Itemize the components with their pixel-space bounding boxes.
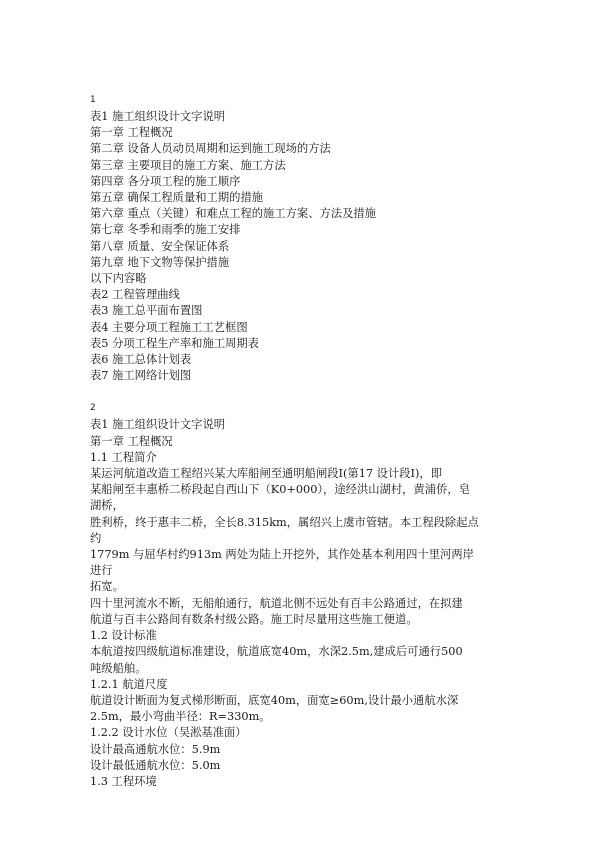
text-line: 第九章 地下文物等保护措施 — [90, 255, 230, 269]
text-line: 设计最高通航水位：5.9m — [90, 742, 221, 756]
text-line: 进行 — [90, 564, 113, 578]
page-gap — [90, 384, 505, 402]
text-line: 约 — [90, 531, 102, 545]
section-heading: 1.2.1 航道尺度 — [90, 677, 168, 691]
text-line: 某运河航道改造工程绍兴某大库船闸至通明船闸段Ⅰ(第17 设计段Ⅰ)，即 — [90, 467, 443, 481]
text-line: 设计最低通航水位：5.0m — [90, 758, 221, 772]
text-line: 本航道按四级航道标准建设，航道底宽40m，水深2.5m,建成后可通行500 — [90, 645, 463, 659]
text-line: 以下内容略 — [90, 272, 147, 286]
text-line: 第三章 主要项目的施工方案、施工方法 — [90, 158, 286, 172]
text-line: 表2 工程管理曲线 — [90, 288, 180, 302]
text-line: 航道与百丰公路间有数条村级公路。施工时尽量用这些施工便道。 — [90, 612, 418, 626]
section-heading: 1.2 设计标准 — [90, 629, 157, 643]
text-line: 第一章 工程概况 — [90, 126, 173, 140]
text-line: 某船闸至丰惠桥二桥段起自西山下（K0+000），途经洪山湖村，黄浦侨，皂 — [90, 483, 470, 497]
text-line: 表1 施工组织设计文字说明 — [90, 418, 226, 432]
text-line: 表1 施工组织设计文字说明 — [90, 110, 226, 123]
text-line: 胜利桥，终于惠丰二桥，全长8.315km，属绍兴上虞市管辖。本工程段除起点 — [90, 515, 479, 529]
document-body — [90, 94, 505, 790]
text-line: 航道设计断面为复式梯形断面，底宽40m，面宽≥60m,设计最小通航水深 — [90, 693, 459, 707]
text-line: 第二章 设备人员动员周期和运到施工现场的方法 — [90, 142, 331, 156]
text-line: 1779m 与屈华村约913m 两处为陆上开挖外，其作处基本利用四十里河两岸 — [90, 548, 474, 562]
text-line: 湖桥， — [90, 499, 124, 513]
text-line: 第四章 各分项工程的施工顺序 — [90, 174, 241, 188]
text-line: 表7 施工网络计划图 — [90, 369, 192, 383]
section-heading: 1.1 工程简介 — [90, 450, 157, 464]
page-number: 1 — [90, 95, 96, 105]
text-line: 表4 主要分项工程施工工艺框图 — [90, 320, 248, 334]
page-number: 2 — [90, 403, 96, 414]
text-line: 拓宽。 — [90, 580, 124, 594]
text-line: 吨级船舶。 — [90, 661, 147, 675]
text-line: 第五章 确保工程质量和工期的措施 — [90, 191, 264, 205]
text-line: 2.5m，最小弯曲半径：R=330m。 — [90, 710, 271, 724]
text-line: 四十里河流水不断，无船舶通行，航道北侧不远处有百丰公路通过，在拟建 — [90, 596, 463, 610]
text-line: 表3 施工总平面布置图 — [90, 304, 203, 318]
text-line: 表5 分项工程生产率和施工周期表 — [90, 336, 259, 350]
text-line: 第七章 冬季和雨季的施工安排 — [90, 223, 241, 237]
section-heading: 1.2.2 设计水位（吴淞基准面） — [90, 726, 247, 740]
text-line: 第一章 工程概况 — [90, 434, 173, 448]
text-line: 表6 施工总体计划表 — [90, 353, 192, 367]
section-heading: 1.3 工程环境 — [90, 774, 157, 788]
text-line: 第六章 重点（关键）和难点工程的施工方案、方法及措施 — [90, 207, 377, 221]
text-line: 第八章 质量、安全保证体系 — [90, 239, 230, 253]
